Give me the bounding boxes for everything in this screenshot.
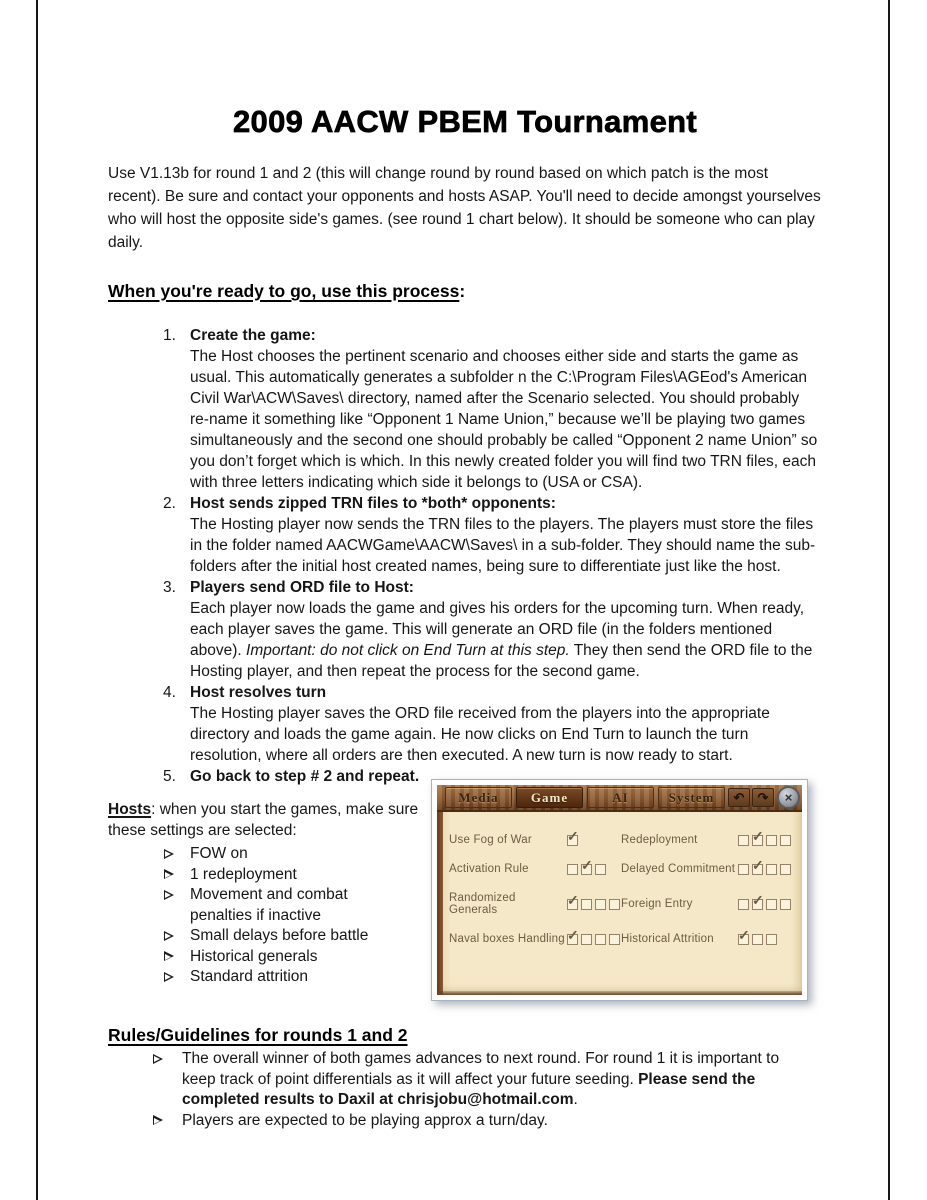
list-item: [108, 967, 438, 988]
bullet-text: Standard attrition: [190, 968, 309, 985]
checkbox[interactable]: [738, 835, 749, 846]
process-step: [108, 682, 822, 766]
step-body: [190, 325, 822, 493]
checkbox[interactable]: [780, 864, 791, 875]
bullet-text: [182, 1049, 816, 1111]
check-icon: ✓: [581, 856, 593, 873]
bullet-text: [182, 1111, 816, 1132]
process-heading-text: When you're ready to go, use this process: [108, 281, 460, 301]
page-border-right: [888, 0, 890, 1200]
page-title: 2009 AACW PBEM Tournament: [233, 104, 697, 139]
checkbox-checked[interactable]: [567, 891, 579, 910]
tab-media[interactable]: [445, 787, 512, 808]
text-segment: Please send the completed results to Daxil at chrisjobu@hotmail.com: [182, 1070, 756, 1108]
rules-heading-text: Rules/Guidelines for rounds 1 and 2: [108, 1025, 408, 1045]
text-segment: The Hosting player now sends the TRN files to the players. The players must store the files in the folder named AACWGame\AACW\Saves\ in a sub-folder. They should name the sub-folders after the initial host created names, being sure to differentiate just like the host.: [190, 516, 816, 575]
checkbox[interactable]: [766, 934, 777, 945]
tab-label: AI: [612, 789, 629, 805]
checkbox-checked[interactable]: [567, 827, 579, 846]
step-title: Create the game:: [190, 327, 316, 344]
step-number: 4.: [163, 684, 176, 701]
rules-list: [108, 1049, 822, 1131]
list-item: [108, 885, 438, 926]
step-text: [190, 514, 822, 577]
step-title: Host sends zipped TRN files to *both* opponents:: [190, 495, 556, 512]
setting-label: Foreign Entry: [621, 898, 693, 910]
checkbox-checked[interactable]: [567, 926, 579, 945]
bullet-text: FOW on: [190, 845, 248, 862]
setting-checkbox-group: [567, 926, 621, 945]
hosts-intro-rest: : when you start the games, make sure these settings are selected:: [108, 801, 419, 839]
step-number: 5.: [163, 768, 176, 785]
checkbox-checked[interactable]: [581, 856, 593, 875]
step-body: [190, 493, 822, 577]
step-text: [190, 598, 822, 682]
step-number: 2.: [163, 495, 176, 512]
checkbox[interactable]: [752, 934, 763, 945]
step-text: [190, 346, 822, 493]
setting-label: Historical Attrition: [621, 933, 714, 945]
settings-tab-bar: [437, 785, 802, 812]
check-icon: ✓: [567, 926, 579, 943]
checkbox-checked[interactable]: [752, 827, 764, 846]
redo-arrow-icon: ↷: [757, 789, 769, 805]
settings-panel: [437, 812, 802, 995]
step-title: Players send ORD file to Host:: [190, 579, 414, 596]
tab-label: System: [668, 789, 715, 805]
tab-label: Media: [458, 789, 499, 805]
process-heading: [108, 281, 822, 302]
setting-label: Redeployment: [621, 834, 698, 846]
hosts-checklist: [108, 844, 438, 988]
text-segment: The Hosting player saves the ORD file received from the players into the appropriate directory and loads the game again. He now clicks on End Turn to launch the turn resolution, where all orders are then executed. A new turn is now ready to start.: [190, 705, 770, 764]
hosts-text-block: [108, 799, 438, 988]
setting-checkbox-group: [567, 827, 621, 846]
arrow-bullet-icon: [152, 1111, 182, 1132]
setting-label: Randomized Generals: [449, 892, 516, 916]
checkbox[interactable]: [766, 835, 777, 846]
checkbox[interactable]: [780, 899, 791, 910]
setting-checkbox-group: [738, 926, 796, 945]
rules-heading: [108, 1025, 822, 1046]
hosts-section: [108, 789, 822, 1001]
checkbox[interactable]: [567, 864, 578, 875]
text-segment: They then send the ORD file to the Hosting player, and then repeat the process for the second game.: [190, 642, 813, 680]
arrow-bullet-icon: [163, 926, 190, 947]
check-icon: ✓: [752, 856, 764, 873]
checkbox[interactable]: [595, 864, 606, 875]
undo-arrow-button[interactable]: [728, 788, 750, 807]
intro-paragraph: Use V1.13b for round 1 and 2 (this will change round by round based on which patch is the most recent). Be sure and contact your opponents and hosts ASAP. You'll need to decide amongst yourselves who will host the opposite side's games. (see round 1 chart below). It should be someone who can play daily.: [108, 165, 821, 251]
checkbox-checked[interactable]: [752, 856, 764, 875]
list-item: [108, 926, 438, 947]
game-options-window: [437, 785, 802, 995]
text-segment: Important: do not click on End Turn at this step.: [246, 642, 570, 659]
tab-label: Game: [530, 789, 569, 805]
process-step: [108, 325, 822, 493]
process-step: [108, 493, 822, 577]
redo-arrow-button[interactable]: [752, 788, 774, 807]
check-icon: ✓: [567, 891, 579, 908]
undo-arrow-icon: ↶: [733, 789, 745, 805]
step-text: [190, 703, 822, 766]
checkbox-checked[interactable]: [752, 891, 764, 910]
document-content: [108, 0, 822, 1131]
list-item: [108, 947, 438, 968]
checkbox[interactable]: [609, 934, 620, 945]
close-button[interactable]: [777, 786, 800, 809]
hosts-intro: [108, 799, 438, 841]
step-number: 3.: [163, 579, 176, 596]
close-icon: ×: [784, 790, 793, 805]
checkbox[interactable]: [766, 899, 777, 910]
process-step: [108, 577, 822, 682]
tab-system[interactable]: [658, 787, 725, 808]
process-steps: [108, 325, 822, 787]
arrow-bullet-icon: [163, 885, 190, 926]
arrow-bullet-icon: [152, 1049, 182, 1111]
text-segment: The overall winner of both games advances to next round. For round 1 it is important to keep track of point differentials as it will affect your future seeding.: [182, 1050, 780, 1088]
setting-checkbox-group: [738, 891, 796, 910]
bullet-text: Small delays before battle: [190, 927, 369, 944]
setting-label: Delayed Commitment: [621, 863, 736, 875]
setting-checkbox-group: [738, 856, 796, 875]
step-body: [190, 682, 822, 766]
checkbox[interactable]: [581, 899, 592, 910]
panel-wood-edge: [437, 812, 443, 995]
check-icon: ✓: [752, 827, 764, 844]
page-border-left: [36, 0, 38, 1200]
check-icon: ✓: [738, 926, 750, 943]
hosts-label: Hosts: [108, 801, 152, 818]
checkbox[interactable]: [609, 899, 620, 910]
list-item: [108, 865, 438, 886]
checkbox[interactable]: [595, 934, 606, 945]
checkbox[interactable]: [581, 934, 592, 945]
checkbox[interactable]: [595, 899, 606, 910]
text-segment: Players are expected to be playing approx a turn/day.: [182, 1111, 548, 1129]
settings-tabs: [443, 785, 727, 810]
step-number: 1.: [163, 327, 176, 344]
bullet-text: Historical generals: [190, 947, 318, 965]
tab-game[interactable]: [516, 787, 583, 808]
arrow-bullet-icon: [163, 947, 190, 968]
list-item: [108, 1111, 822, 1132]
game-settings-screenshot: [431, 779, 808, 1001]
arrow-bullet-icon: [163, 844, 190, 865]
bullet-text: Movement and combat penalties if inactive: [190, 886, 348, 924]
check-icon: ✓: [752, 891, 764, 908]
text-segment: The Host chooses the pertinent scenario and chooses either side and starts the game as usual. This automatically generates a subfolder n the C:\Program Files\AGEod's American Civil War\ACW\Saves\ directory, named after the Scenario selected. You should probably re-name it something like “Opponent 1 Name Union,” because we’ll be playing two games simultaneously and the second one should probably be called “Opponent 2 name Union” so you don’t forget which is which. In this newly created folder you will find two TRN files, each with three letters indicating which side it belongs to (USA or CSA).: [190, 348, 818, 491]
checkbox[interactable]: [766, 864, 777, 875]
setting-label: Use Fog of War: [449, 834, 532, 846]
process-heading-colon: :: [459, 281, 466, 301]
settings-grid: [449, 827, 796, 945]
setting-label: Naval boxes Handling: [449, 933, 565, 945]
checkbox[interactable]: [738, 864, 749, 875]
bullet-text: 1 redeployment: [190, 865, 297, 883]
step-title: Host resolves turn: [190, 684, 327, 701]
tab-ai[interactable]: [587, 787, 654, 808]
check-icon: ✓: [567, 827, 579, 844]
setting-checkbox-group: [738, 827, 796, 846]
arrow-bullet-icon: [163, 865, 190, 886]
setting-checkbox-group: [567, 891, 621, 910]
list-item: [108, 844, 438, 865]
setting-label: Activation Rule: [449, 863, 529, 875]
checkbox[interactable]: [738, 899, 749, 910]
text-segment: .: [573, 1091, 578, 1108]
checkbox-checked[interactable]: [738, 926, 750, 945]
step-body: [190, 577, 822, 682]
text-segment: Each player now loads the game and gives his orders for the upcoming turn. When ready, each player saves the game. This will generate an ORD file (in the folders mentioned above).: [190, 600, 805, 659]
setting-checkbox-group: [567, 856, 621, 875]
step-title: Go back to step # 2 and repeat.: [190, 768, 420, 785]
arrow-bullet-icon: [163, 967, 190, 988]
checkbox[interactable]: [780, 835, 791, 846]
list-item: [108, 1049, 822, 1111]
